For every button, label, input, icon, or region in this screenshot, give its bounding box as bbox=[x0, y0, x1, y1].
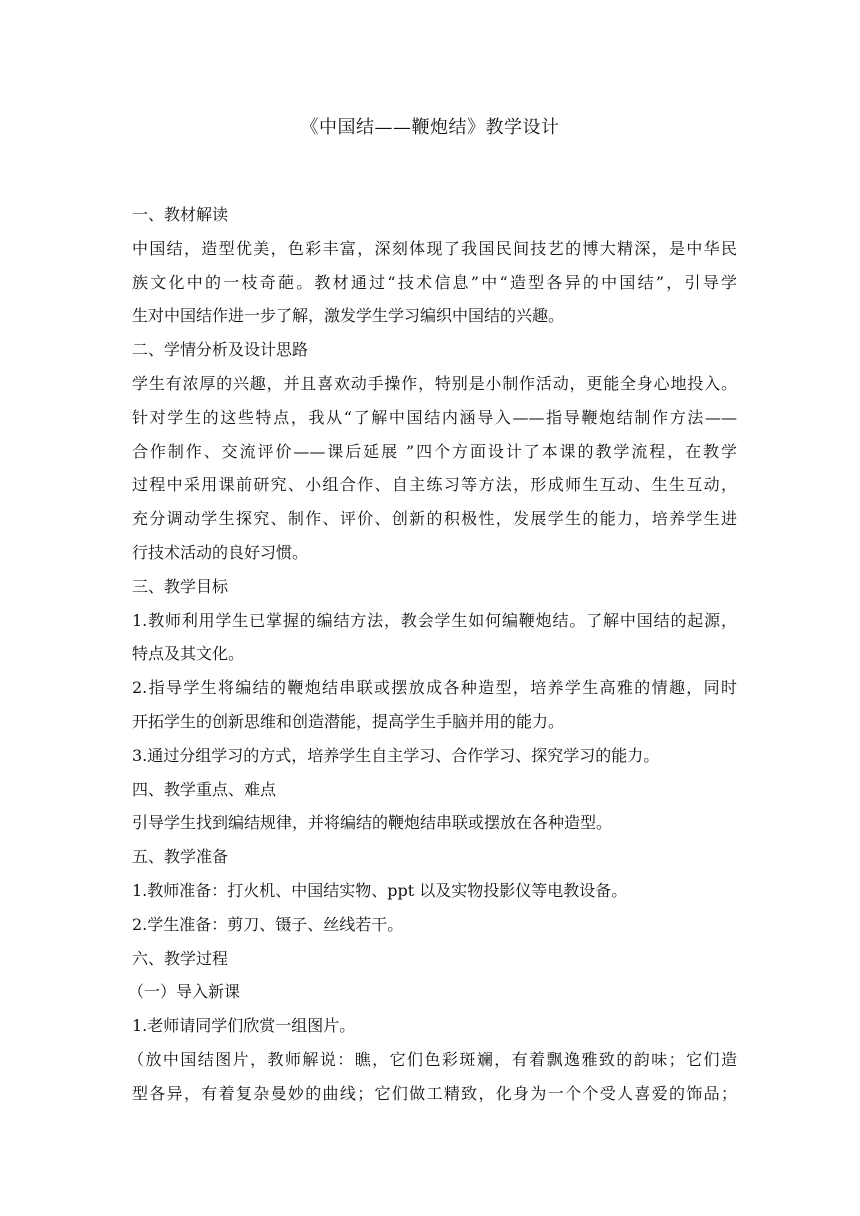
paragraph-line: 2.指导学生将编结的鞭炮结串联或摆放成各种造型，培养学生高雅的情趣，同时 bbox=[132, 678, 737, 698]
section-heading-2: 二、学情分析及设计思路 bbox=[132, 340, 309, 360]
subsection-heading: （一）导入新课 bbox=[128, 982, 241, 1002]
paragraph-line: 型各异，有着复杂曼妙的曲线；它们做工精致，化身为一个个受人喜爱的饰品； bbox=[132, 1083, 737, 1103]
paragraph-line: 引导学生找到编结规律，并将编结的鞭炮结串联或摆放在各种造型。 bbox=[132, 813, 613, 833]
paragraph-line: 中国结，造型优美，色彩丰富，深刻体现了我国民间技艺的博大精深，是中华民 bbox=[132, 238, 737, 258]
paragraph-line: 特点及其文化。 bbox=[132, 644, 245, 664]
paragraph-line: 行技术活动的良好习惯。 bbox=[132, 542, 309, 562]
paragraph-line: 学生有浓厚的兴趣，并且喜欢动手操作，特别是小制作活动，更能全身心地投入。 bbox=[132, 373, 737, 393]
paragraph-line: （放中国结图片，教师解说：瞧，它们色彩斑斓，有着飘逸雅致的韵味；它们造 bbox=[128, 1049, 737, 1069]
paragraph-line: 针对学生的这些特点，我从“了解中国结内涵导入——指导鞭炮结制作方法—— bbox=[132, 407, 737, 427]
paragraph-line: 2.学生准备：剪刀、镊子、丝线若干。 bbox=[132, 914, 404, 934]
section-heading-4: 四、教学重点、难点 bbox=[132, 779, 277, 799]
paragraph-line: 1.老师请同学们欣赏一组图片。 bbox=[132, 1016, 356, 1036]
paragraph-line: 合作制作、交流评价——课后延展 ”四个方面设计了本课的教学流程，在教学 bbox=[132, 441, 737, 461]
paragraph-line: 过程中采用课前研究、小组合作、自主练习等方法，形成师生互动、生生互动， bbox=[132, 475, 737, 495]
paragraph-line: 1.教师利用学生已掌握的编结方法，教会学生如何编鞭炮结。了解中国结的起源， bbox=[132, 610, 737, 630]
section-heading-1: 一、教材解读 bbox=[132, 205, 229, 224]
paragraph-line: 3.通过分组学习的方式，培养学生自主学习、合作学习、探究学习的能力。 bbox=[132, 745, 660, 765]
paragraph-line: 1.教师准备：打火机、中国结实物、ppt 以及实物投影仪等电教设备。 bbox=[132, 880, 628, 900]
document-body bbox=[128, 198, 737, 1111]
section-heading-6: 六、教学过程 bbox=[132, 948, 229, 968]
paragraph-line: 族文化中的一枝奇葩。教材通过“技术信息”中“造型各异的中国结”，引导学 bbox=[132, 272, 737, 292]
paragraph-line: 生对中国结作进一步了解，激发学生学习编织中国结的兴趣。 bbox=[132, 306, 565, 326]
paragraph-line: 开拓学生的创新思维和创造潜能，提高学生手脑并用的能力。 bbox=[132, 711, 565, 731]
paragraph-line: 充分调动学生探究、制作、评价、创新的积极性，发展学生的能力，培养学生进 bbox=[132, 509, 737, 529]
section-heading-5: 五、教学准备 bbox=[132, 847, 229, 867]
document-title: 《中国结——鞭炮结》教学设计 bbox=[300, 117, 560, 138]
section-heading-3: 三、教学目标 bbox=[132, 576, 229, 596]
